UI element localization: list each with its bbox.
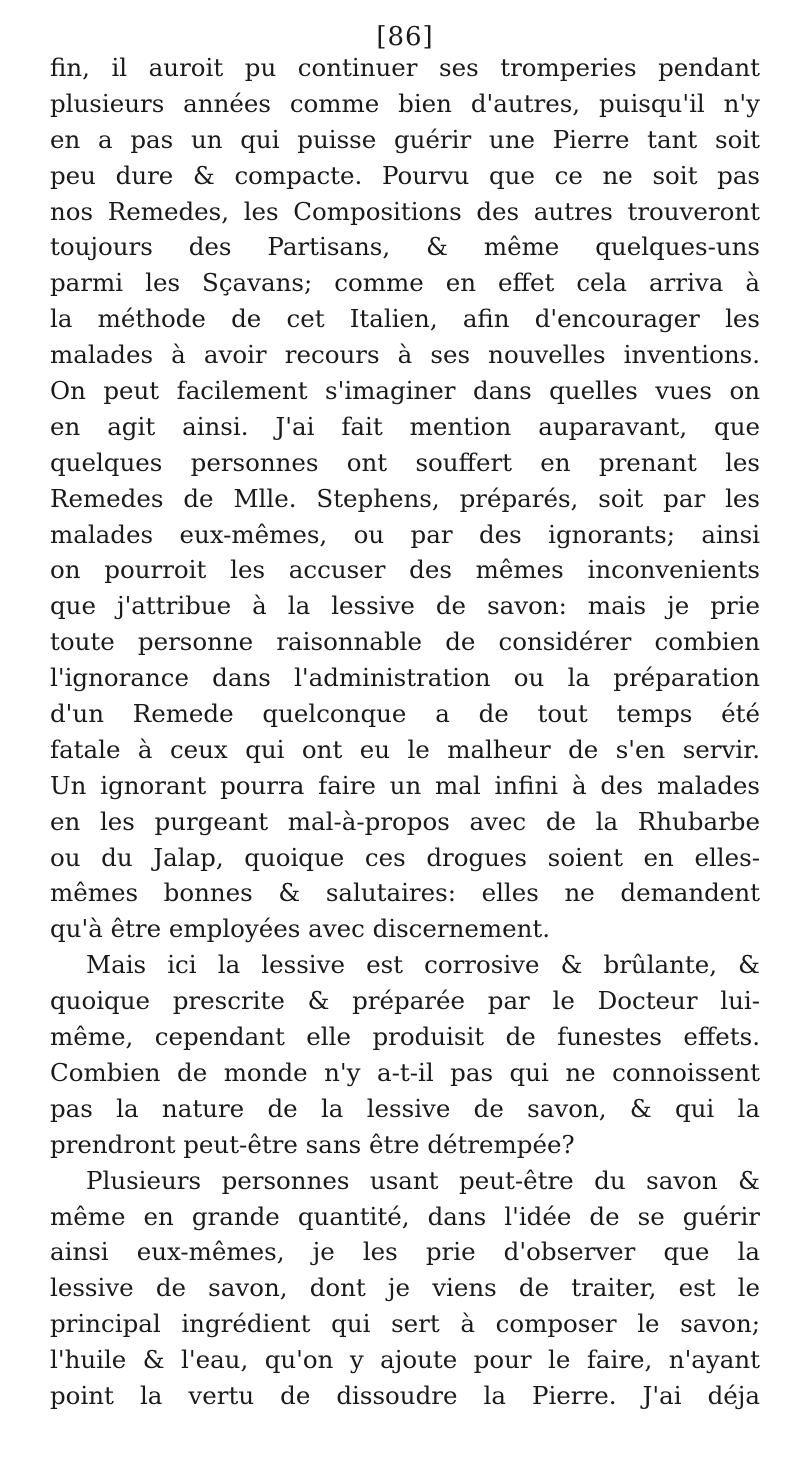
text-line: quoique prescrite & préparée par le Docteur lui- <box>50 986 760 1016</box>
text-line: nos Remedes, les Compositions des autres trouveront <box>50 196 760 226</box>
text-line: peu dure & compacte. Pourvu que ce ne soit pas <box>50 160 760 190</box>
text-line: qu'à être employées avec discernement. <box>50 914 551 944</box>
text-line: lessive de savon, dont je viens de traiter, est le <box>50 1273 760 1303</box>
text-line: malades à avoir recours à ses nouvelles inventions. <box>50 340 760 370</box>
text-line: mêmes bonnes & salutaires: elles ne demandent <box>50 878 760 908</box>
text-line: Mais ici la lessive est corrosive & brûlante, & <box>86 950 760 980</box>
text-line: Remedes de Mlle. Stephens, préparés, soit par les <box>50 483 760 513</box>
text-line: que j'attribue à la lessive de savon: mais je prie <box>50 591 760 621</box>
text-line: toute personne raisonnable de considérer combien <box>50 627 760 657</box>
text-line: d'un Remede quelconque a de tout temps été <box>50 699 760 729</box>
text-line: prendront peut-être sans être détrempée? <box>50 1129 575 1159</box>
text-line: toujours des Partisans, & même quelques-uns <box>50 232 760 262</box>
text-line: la méthode de cet Italien, afin d'encourager les <box>50 304 760 334</box>
text-line: On peut facilement s'imaginer dans quelles vues on <box>50 376 760 406</box>
text-line: en agit ainsi. J'ai fait mention auparavant, que <box>50 411 760 441</box>
text-line: ou du Jalap, quoique ces drogues soient en elles- <box>50 842 760 872</box>
text-line: en a pas un qui puisse guérir une Pierre tant soit <box>50 124 760 154</box>
text-line: quelques personnes ont souffert en prenant les <box>50 447 760 477</box>
text-line: ainsi eux-mêmes, je les prie d'observer que la <box>50 1237 760 1267</box>
text-line: parmi les Sçavans; comme en effet cela arriva à <box>50 268 760 298</box>
body-text <box>50 50 760 1414</box>
text-line: fin, il auroit pu continuer ses tromperies pendant <box>50 53 760 82</box>
text-line: Plusieurs personnes usant peut-être du savon & <box>86 1165 760 1195</box>
text-line: l'ignorance dans l'administration ou la préparation <box>50 663 760 693</box>
text-line: on pourroit les accuser des mêmes inconvenients <box>50 555 760 585</box>
text-line: pas la nature de la lessive de savon, & qui la <box>50 1093 760 1123</box>
text-line: même en grande quantité, dans l'idée de se guérir <box>50 1201 760 1231</box>
page-number: [86] <box>376 22 434 52</box>
text-line: Un ignorant pourra faire un mal infini à des malades <box>50 770 760 800</box>
text-line: en les purgeant mal-à-propos avec de la Rhubarbe <box>50 806 760 836</box>
text-line: malades eux-mêmes, ou par des ignorants; ainsi <box>50 519 760 549</box>
text-line: même, cependant elle produisit de funestes effets. <box>50 1022 760 1052</box>
text-line: plusieurs années comme bien d'autres, puisqu'il n'y <box>50 88 760 118</box>
text-line: principal ingrédient qui sert à composer le savon; <box>50 1309 760 1339</box>
text-line: l'huile & l'eau, qu'on y ajoute pour le faire, n'ayant <box>50 1345 760 1375</box>
text-line: fatale à ceux qui ont eu le malheur de s'en servir. <box>50 734 760 764</box>
text-line: point la vertu de dissoudre la Pierre. J'ai déja <box>50 1380 760 1410</box>
text-line: Combien de monde n'y a-t-il pas qui ne connoissent <box>50 1057 760 1087</box>
